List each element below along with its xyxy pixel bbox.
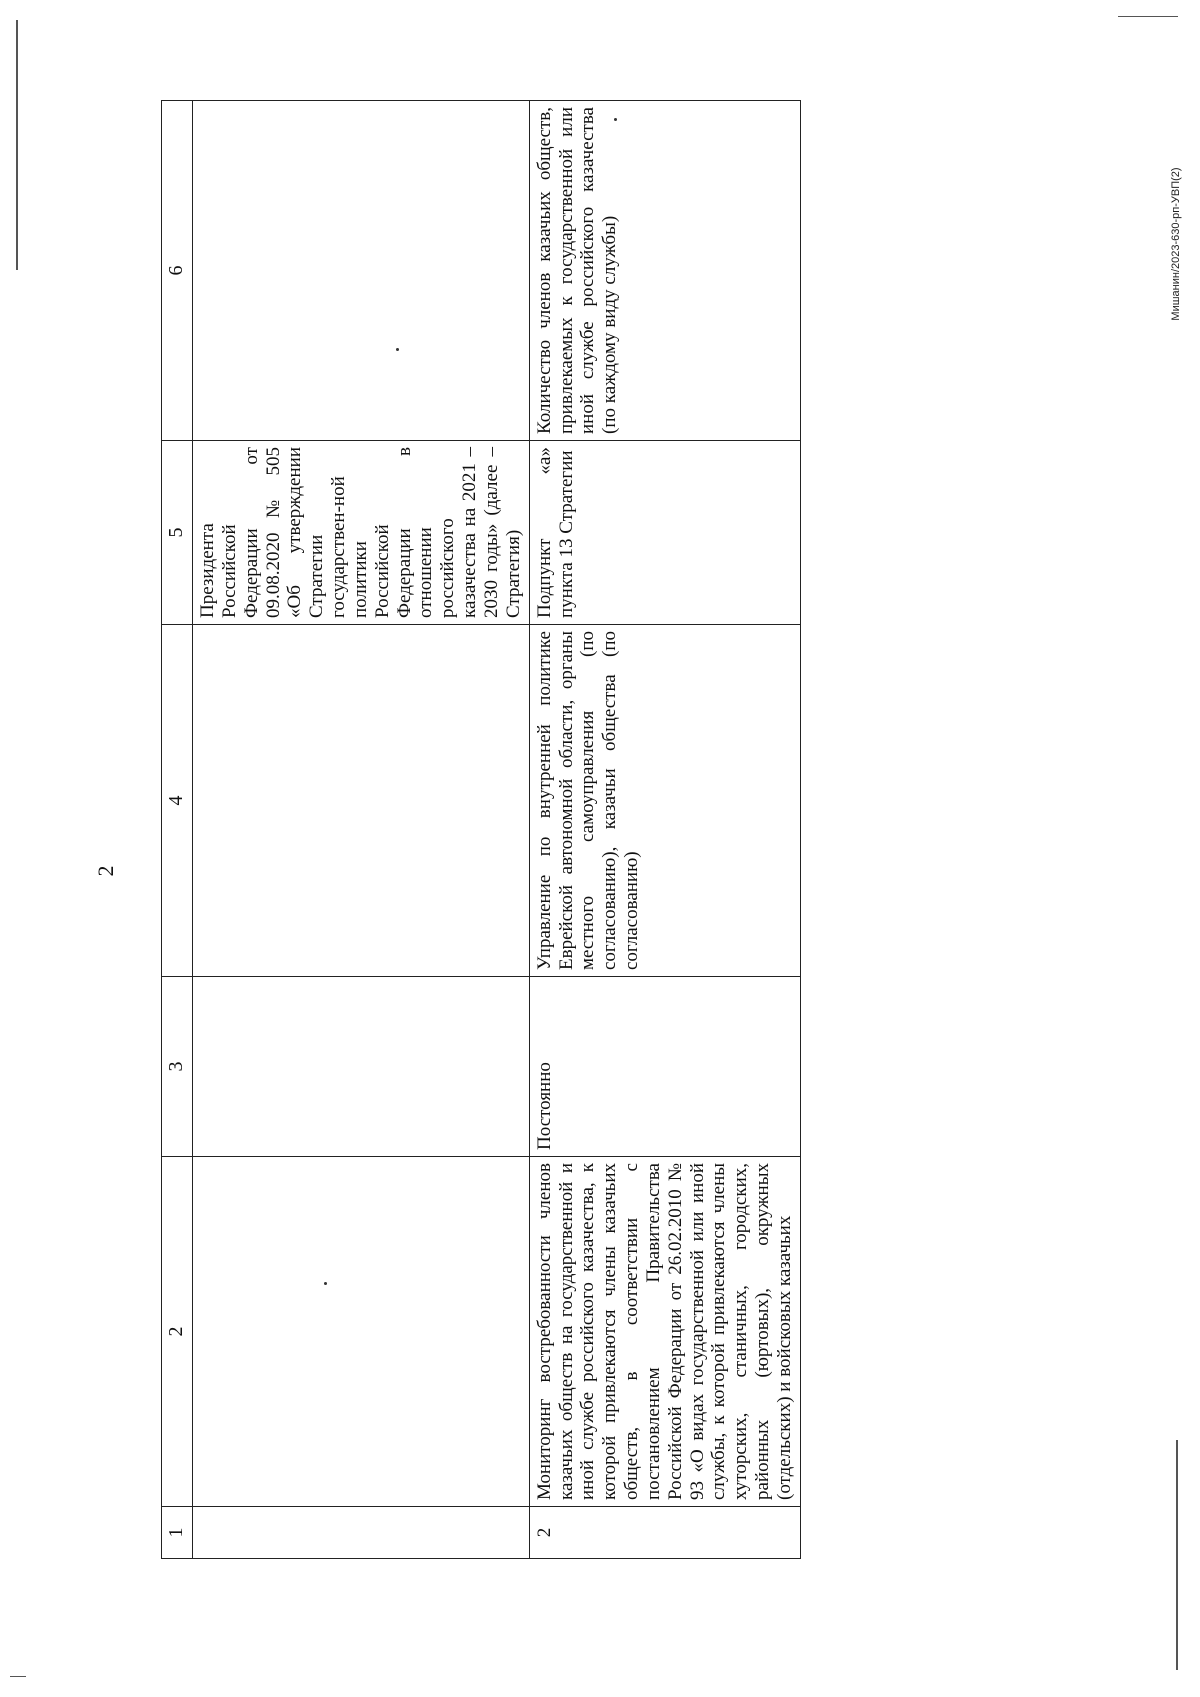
row-number-cell xyxy=(193,1507,530,1559)
deadline-cell: Постоянно xyxy=(529,977,800,1157)
column-number-5: 5 xyxy=(162,441,193,625)
table-row xyxy=(529,101,800,1559)
column-number-1: 1 xyxy=(162,1507,193,1559)
table-header-row xyxy=(162,101,193,1559)
column-number-6: 6 xyxy=(162,101,193,441)
deadline-cell xyxy=(193,977,530,1157)
column-number-3: 3 xyxy=(162,977,193,1157)
responsible-cell: Управление по внутренней политике Еврейской автономной области, органы местного самоуправления (по согласованию), казачьи общества (по согласованию) xyxy=(529,625,800,977)
document-table-wrapper xyxy=(161,101,795,1559)
activity-cell xyxy=(193,1157,530,1507)
indicator-cell: Количество членов казачьих обществ, привлекаемых к государственной или иной службе российского казачества (по каждому виду службы) xyxy=(529,101,800,441)
legal-basis-cell: Президента Российской Федерации от 09.08.2020 № 505 «Об утверждении Стратегии государствен-ной политики Российской Федерации в отношении российского казачества на 2021 – 2030 годы» (далее – Стратегия) xyxy=(193,441,530,625)
legal-basis-cell: Подпункт «а» пункта 13 Стратегии xyxy=(529,441,800,625)
column-number-2: 2 xyxy=(162,1157,193,1507)
page-number: 2 xyxy=(93,865,118,877)
scan-edge-line-right xyxy=(1176,1440,1178,1670)
responsible-cell xyxy=(193,625,530,977)
scan-edge-line-bottom-left xyxy=(10,1676,26,1677)
row-number-cell: 2 xyxy=(529,1507,800,1559)
document-table xyxy=(161,100,801,1559)
scan-edge-line-left xyxy=(16,20,18,270)
indicator-cell xyxy=(193,101,530,441)
column-number-4: 4 xyxy=(162,625,193,977)
scan-edge-line-top-right xyxy=(1118,16,1178,17)
table-row xyxy=(193,101,530,1559)
document-footer-code: Мишанин/2023-630-рп-УВП(2) xyxy=(1170,167,1182,321)
activity-cell: Мониторинг востребованности членов казачьих обществ на государственной и иной службе российского казачества, к которой привлекаются члены казачьих обществ, в соответствии с постановлением Правительства Российской Федерации от 26.02.2010 № 93 «О видах государственной или иной службы, к которой привлекаются члены хуторских, станичных, городских, районных (юртовых), окружных (отдельских) и войсковых казачьих xyxy=(529,1157,800,1507)
